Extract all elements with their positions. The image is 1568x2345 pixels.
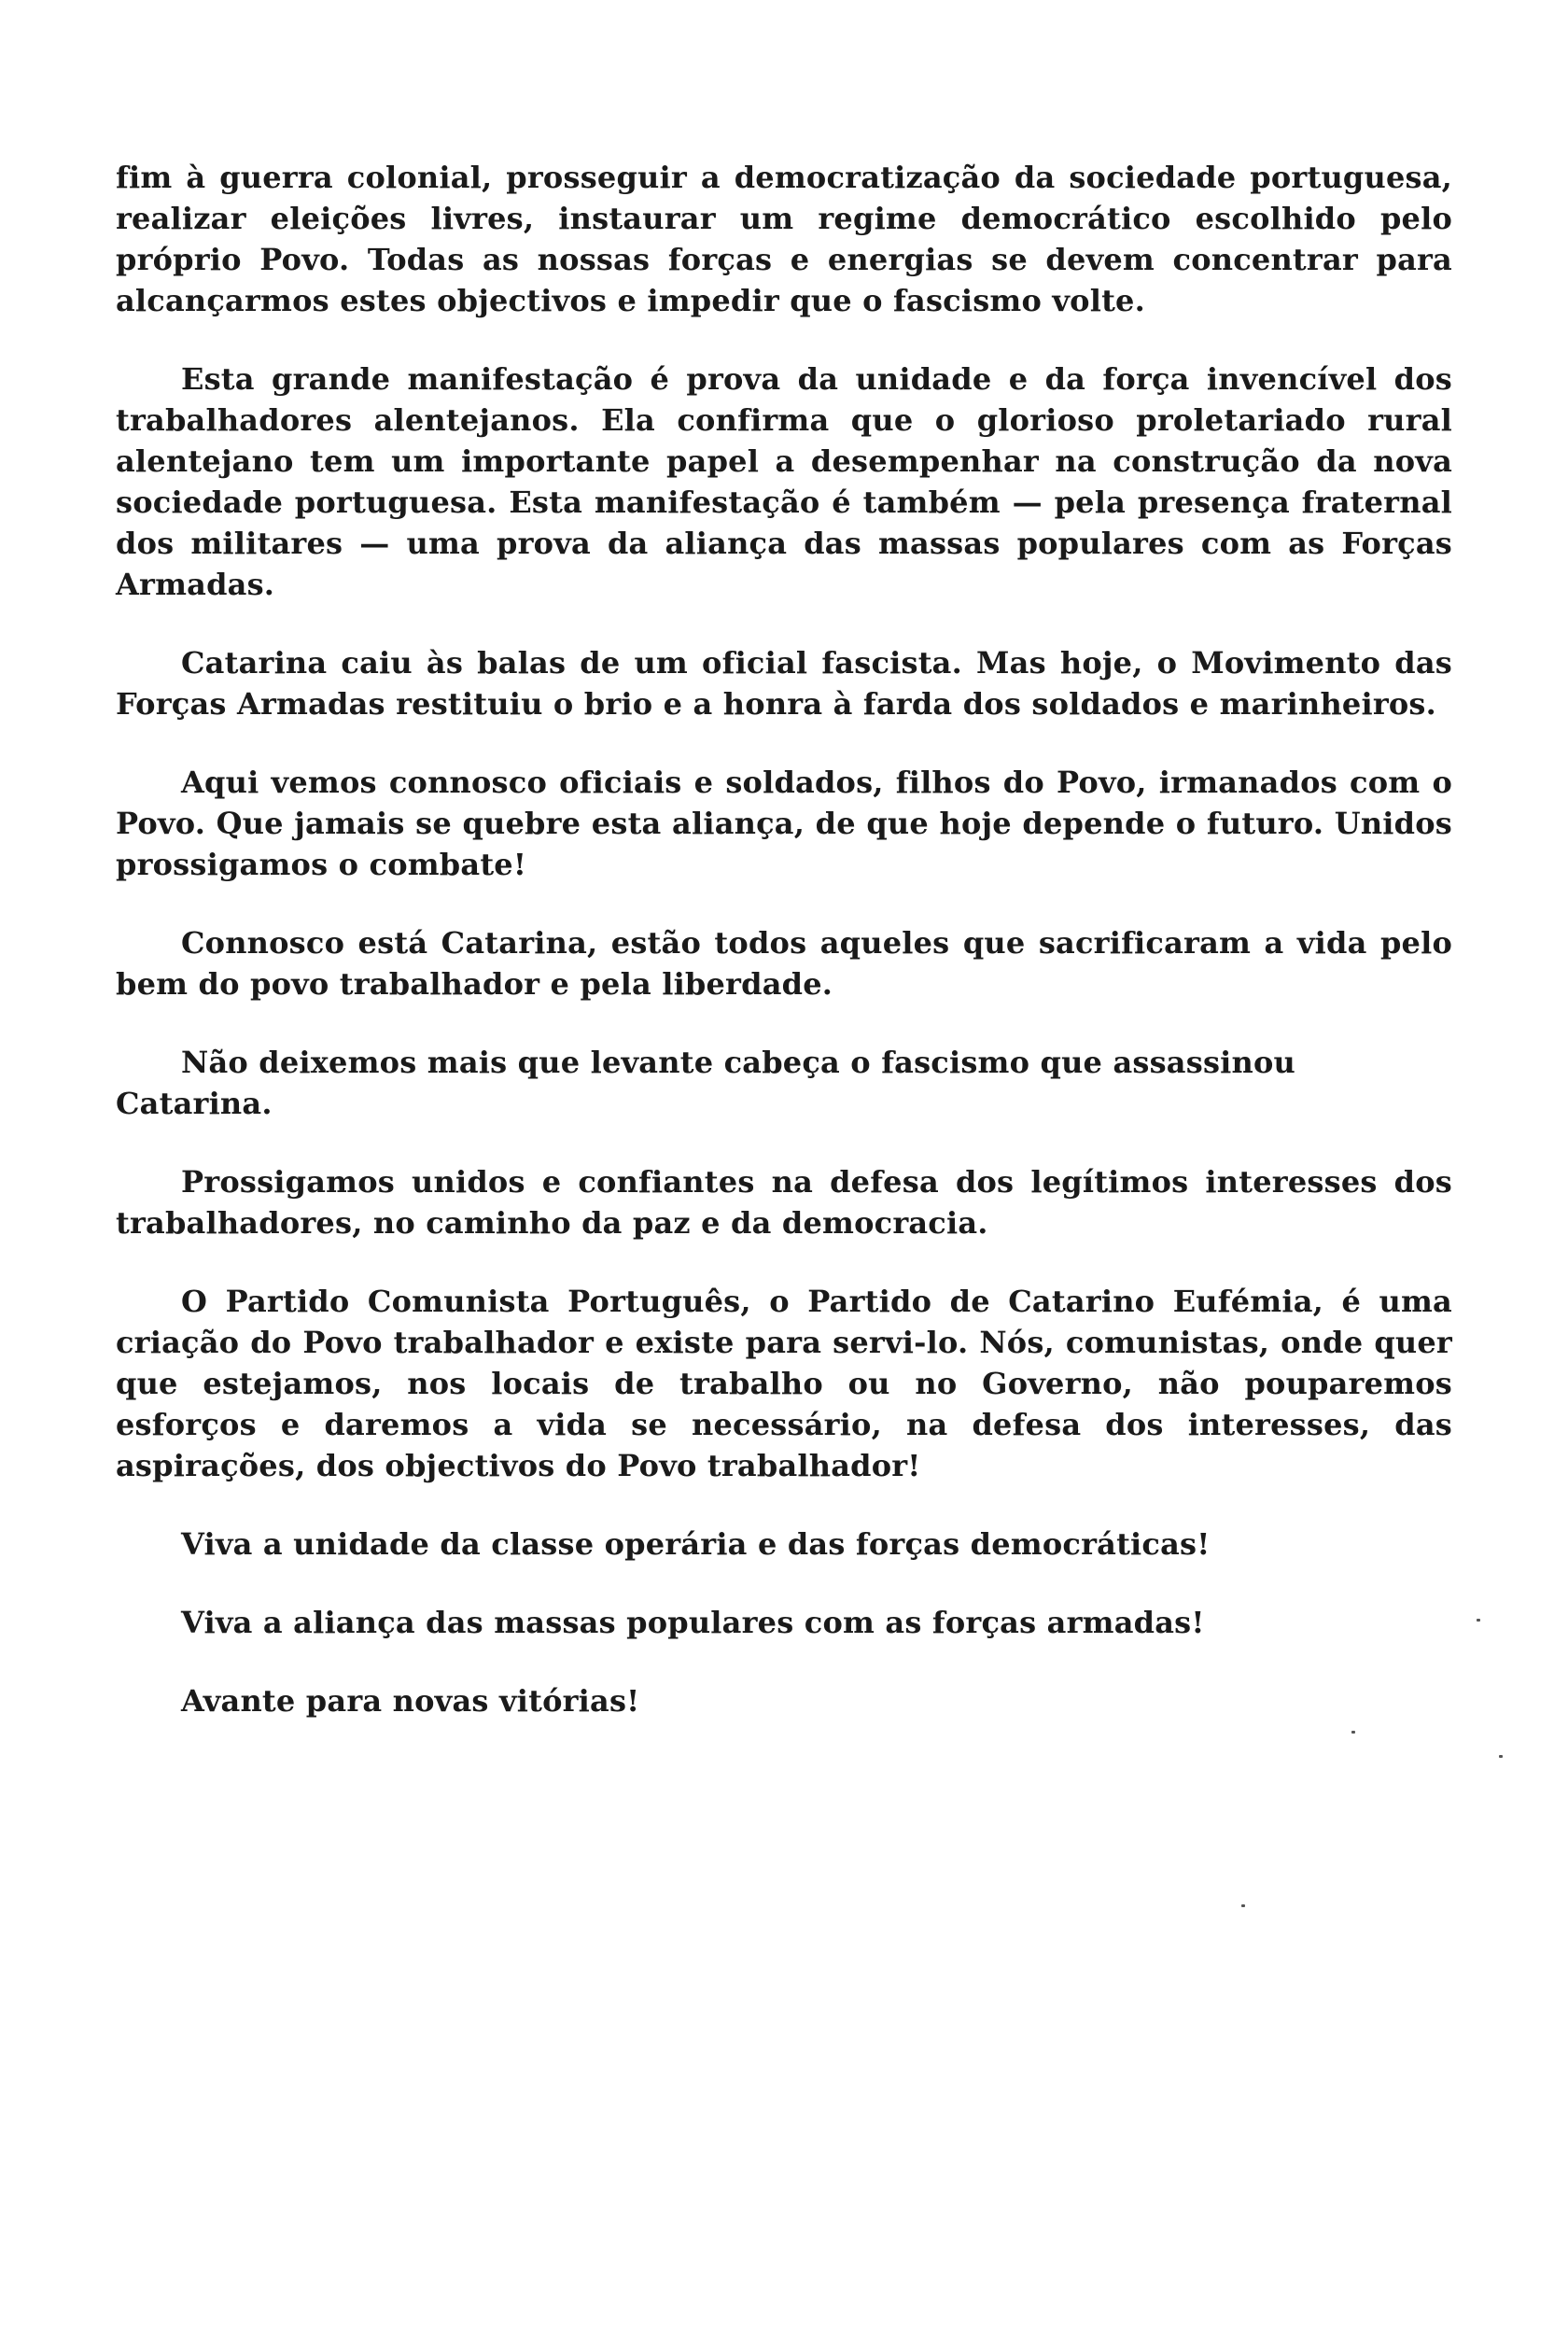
paragraph-continuation: fim à guerra colonial, prosseguir a democratização da sociedade portuguesa, realizar eleições livres, instaurar um regime democrático escolhido pelo próprio Povo. Todas as nossas forças e energias se devem concentrar para alcançarmos estes objectivos e impedir que o fascismo volte. xyxy=(116,160,1452,318)
paragraph-fascism: Não deixemos mais que levante cabeça o fascismo que assassinou Catarina. xyxy=(116,1045,1296,1121)
slogan-alliance: Viva a aliança das massas populares com as forças armadas! xyxy=(181,1605,1205,1640)
scan-speck xyxy=(1241,1904,1245,1907)
scan-speck xyxy=(1499,1755,1503,1758)
paragraph-alliance: Aqui vemos connosco oficiais e soldados, filhos do Povo, irmanados com o Povo. Que jamais se quebre esta aliança, de que hoje depende o futuro. Unidos prossigamos o combate! xyxy=(116,765,1452,882)
slogan-victories: Avante para novas vitórias! xyxy=(181,1683,640,1719)
paragraph-party: O Partido Comunista Português, o Partido de Catarino Eufémia, é uma criação do Povo trabalhador e existe para servi-lo. Nós, comunistas, onde quer que estejamos, nos locais de trabalho ou no Governo, não pouparemos esforços e daremos a vida se necessário, na defesa dos interesses, das aspirações, dos objectivos do Povo trabalhador! xyxy=(116,1284,1452,1483)
document-body xyxy=(116,157,1452,1721)
scan-speck xyxy=(1477,1619,1480,1622)
scan-speck xyxy=(1351,1731,1355,1734)
paragraph-prossigamos: Prossigamos unidos e confiantes na defesa dos legítimos interesses dos trabalhadores, no caminho da paz e da democracia. xyxy=(116,1164,1452,1241)
paragraph-catarina-fell: Catarina caiu às balas de um oficial fascista. Mas hoje, o Movimento das Forças Armadas restituiu o brio e a honra à farda dos soldados e marinheiros. xyxy=(116,645,1452,722)
paragraph-connosco: Connosco está Catarina, estão todos aqueles que sacrificaram a vida pelo bem do povo trabalhador e pela liberdade. xyxy=(116,925,1452,1002)
slogan-unity: Viva a unidade da classe operária e das forças democráticas! xyxy=(181,1526,1211,1562)
paragraph-manifestation: Esta grande manifestação é prova da unidade e da força invencível dos trabalhadores alentejanos. Ela confirma que o glorioso proletariado rural alentejano tem um importante papel a desempenhar na construção da nova sociedade portuguesa. Esta manifestação é também — pela presença fraternal dos militares — uma prova da aliança das massas populares com as Forças Armadas. xyxy=(116,361,1452,602)
